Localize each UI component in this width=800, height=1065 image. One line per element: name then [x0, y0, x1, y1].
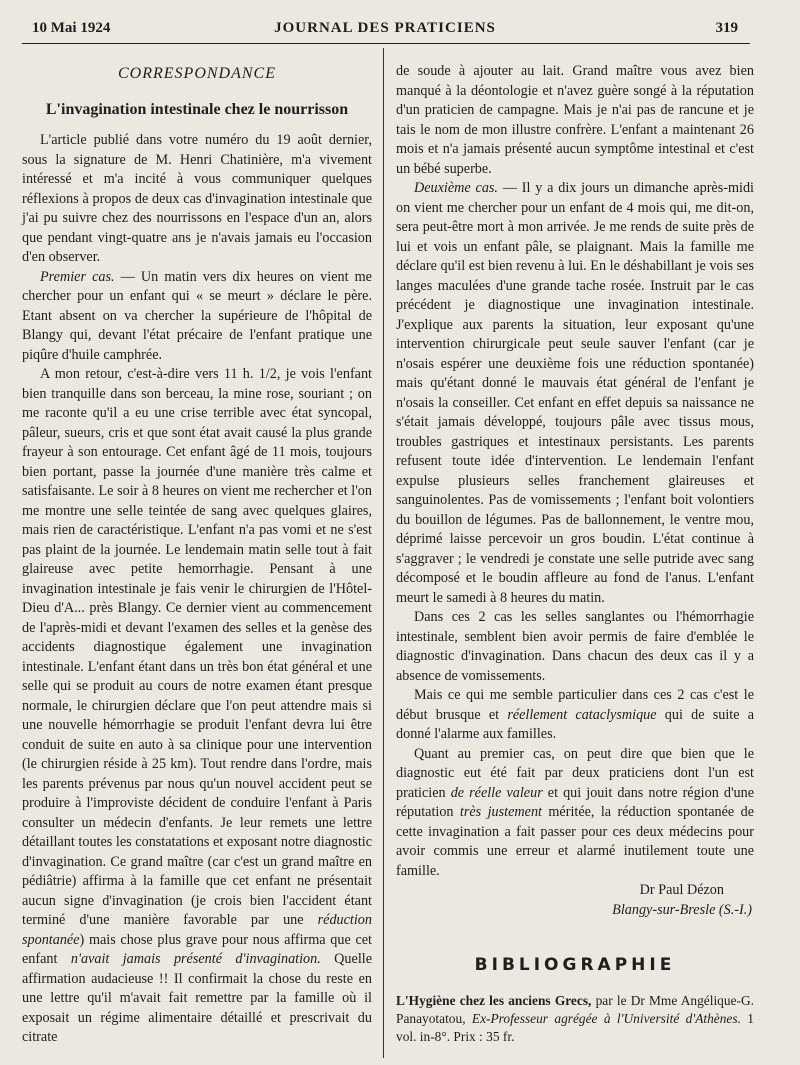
- second-case-paragraph: [396, 179, 754, 608]
- column-divider: [383, 48, 384, 1058]
- first-case-text: — Un matin vers dix heures on vient me chercher pour un enfant qui « se meurt » déclare le père. Etant absent on va chercher la supérieure de l'hôpital de Blangy qui, devant l'état précaire de l'enfant pratique une piqûre d'huile camphrée.: [22, 268, 372, 363]
- first-case-label: Premier cas.: [40, 268, 115, 285]
- second-case-text: — Il y a dix jours un dimanche après-midi on vient me chercher pour un enfant de 4 mois qui, me dit-on, sera peut-être mort à mon arrivée. Je me rends de suite près de lui et vois un enfant pâle, se plaignant. Mais la famille me déclare qu'il est bien revenu à lui. En le déshabillant je vois ses langes maculées d'une grande tache rosée. Instruit par le cas précédent je diagnostique une invagination intestinale. J'explique aux parents la situation, leur exposant qu'une intervention chirurgicale peut seule sauver l'enfant (car je n'osais espérer une deuxième fois une réduction spontanée) mais qu'étant donné le mauvais état général de l'enfant je n'osais la conseiller. Cet enfant en effet depuis sa naissance ne s'était jamais développé, toujours pâle avec tissus mous, troubles gastriques et intestinaux persistants. Les parents refusent toute idée d'intervention. Le lendemain l'enfant expulse plusieurs selles franchement glaireuses et sanguinolentes. Pas de vomissements ; l'enfant boit volontiers du bouillon de légumes. Pas de ballonnement, le ventre mou, déprimé laisse percevoir un gros boudin. L'état continue à s'aggraver ; le vendredi je constate une selle putride avec sang décomposé et le boudin affleure au fond de l'anus. L'enfant meurt le samedi à 8 heures du matin.: [396, 180, 754, 606]
- author-role: Ex-Professeur agrégée à l'Université d'Athènes.: [471, 1010, 741, 1026]
- second-case-label: Deuxième cas.: [414, 180, 498, 196]
- emphasis-run: de réelle valeur: [450, 784, 543, 801]
- conclusion-paragraph: [396, 745, 754, 882]
- book-info: 1 vol. in-8°. Prix : 35 fr.: [396, 1010, 754, 1044]
- signature-place: Blangy-sur-Bresle (S.-I.): [612, 901, 752, 918]
- journal-title: JOURNAL DES PRATICIENS: [274, 20, 496, 36]
- text-run: méritée, la réduction spontanée de cette invagination a fait passer pour ces deux médecins pour avoir commis une erreur et alarmé inutilement toute une famille.: [396, 804, 754, 879]
- discussion-paragraph: Dans ces 2 cas les selles sanglantes ou l'hémorrhagie intestinale, semblent bien avoir permis de faire d'emblée le diagnostic d'invagination. Dans chacun des deux cas il y a absence de vomissements.: [396, 609, 754, 684]
- continued-paragraph: de soude à ajouter au lait. Grand maître vous avez bien manqué à la déontologie et n'avez guère songé à la réputation d'un praticien de campagne. Mais je n'ai pas de rancune et je tais le nom de mon illustre confrère. L'enfant a maintenant 26 mois et n'a jamais présenté aucun symptôme intestinal et c'est un bébé superbe.: [396, 63, 754, 177]
- article-title: L'invagination intestinale chez le nourrisson: [45, 100, 349, 118]
- text-run: A mon retour, c'est-à-dire vers 11 h. 1/2, je vois l'enfant bien tranquille dans son berceau, la mine rose, souriant ; on me raconte qu'il a eu une crise terrible avec état syncopal, pâleur, sueurs, cris et que sont état avait causé la plus grande frayeur à son entourage. Cet enfant âgé de 11 mois, toujours bien portant, passe la journée d'une manière très calme et satisfaisante. Le soir à 8 heures on vient me rechercher et l'on me montre une selle teintée de sang avec quelques glaires, mais rien de caractéristique. L'enfant n'a pas vomi et ne s'est pas plaint de la journée. Le lendemain matin selle tout à fait glaireuse avec petite hemorrhagie. Pensant à une invagination intestinale je fais venir le chirurgien de l'Hôtel-Dieu d'A... près Blangy. Ce dernier vient au commencement de l'après-midi et devant l'examen des selles et la genèse des accidents diagnostique également une invagination intestinale. L'enfant étant dans un très bon état général et une selle qui se produit au cours de notre examen étant presque normale, le chirurgien déclare que l'on peut attendre mais si une nouvelle hémorrhagie se produit l'enfant devra lui être conduit de suite en auto à sa clinique pour une intervention (le chirurgien réside à 25 km). Tout rendre dans l'ordre, mais les parents prévenus par nous qu'un nouvel accident peut se produire à l'improviste décident de conduire l'enfant à Paris consulter un médecin d'enfants. Je leur remets une lettre détaillant toutes les constatations et exposant notre diagnostic d'invagination. Ce grand maître (car c'est un grand maître en pédiâtrie) affirma à la famille que cet enfant ne présentait aucun signe d'invagination (je crois bien l'accident étant terminé d'une manière favorable par une: [22, 366, 372, 928]
- left-column: [22, 62, 372, 1048]
- text-run: Mais ce qui me semble particulier dans ces 2 cas c'est le début brusque et: [396, 687, 754, 723]
- bibliography-entry: [396, 992, 754, 1046]
- right-column: [396, 62, 754, 1046]
- header-rule: [22, 43, 750, 44]
- text-run: Quant au premier cas, on peut dire que bien que le diagnostic eut été fait par deux praticiens dont l'un est praticien: [396, 745, 754, 801]
- emphasis-run: réellement cataclysmique: [507, 706, 657, 723]
- emphasis-run: n'avait jamais présenté d'invagination.: [70, 951, 321, 967]
- page-header: [32, 20, 738, 42]
- emphasis-run: très justement: [459, 804, 542, 820]
- particular-paragraph: [396, 686, 754, 745]
- first-case-paragraph: [22, 268, 372, 366]
- text-run: qui de suite a donné l'alarme aux familles.: [396, 706, 755, 742]
- text-run: et qui jouit dans notre région d'une réputation: [396, 784, 755, 820]
- intro-paragraph: L'article publié dans votre numéro du 19 août dernier, sous la signature de M. Henri Chatinière, m'a vivement intéressé et m'a incité à vous communiquer quelques réflexions à propos de deux cas d'invagination intestinale que j'ai pu suivre chez des nourrissons en l'espace d'un an, alors que pendant vingt-quatre ans je n'avais jamais eu l'occasion d'en observer.: [22, 132, 372, 265]
- first-case-continuation: [22, 365, 372, 1048]
- signature-name: Dr Paul Dézon: [639, 882, 724, 898]
- section-heading: CORRESPONDANCE: [118, 65, 276, 82]
- issue-date: 10 Mai 1924: [32, 20, 111, 36]
- book-author: par le Dr Mme Angélique-G. Panayotatou,: [396, 992, 754, 1026]
- text-run: Quelle affirmation audacieuse !! Il confirmait la chose du reste en une lettre qu'il m'avait fait remettre par la famille où il exposait un régime alimentaire détaillé et prescrivait du citrate: [22, 951, 372, 1045]
- bibliography-heading: BIBLIOGRAPHIE: [474, 955, 676, 975]
- emphasis-run: réduction spontanée: [22, 912, 372, 948]
- text-run: ) mais chose plus grave pour nous affirma que cet enfant: [22, 931, 372, 967]
- page-number: 319: [715, 20, 738, 36]
- book-title: L'Hygiène chez les anciens Grecs,: [396, 992, 592, 1008]
